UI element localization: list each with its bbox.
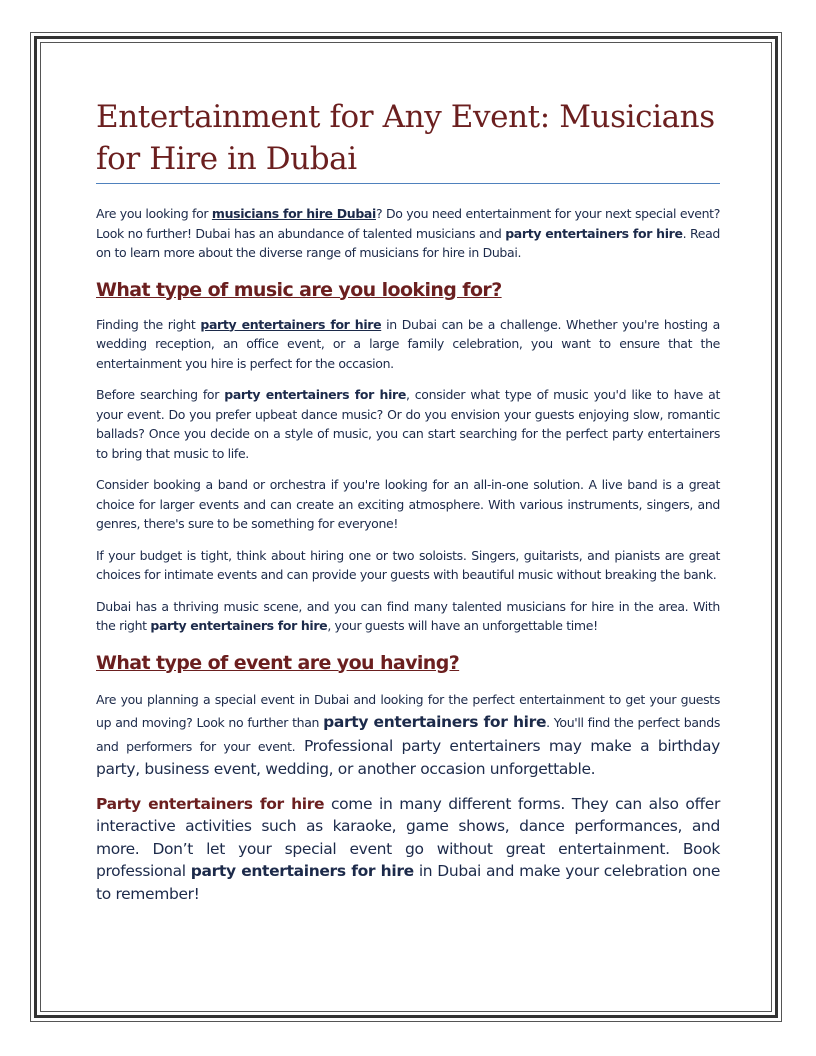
section1-paragraph-5 (96, 597, 720, 636)
section1-paragraph-2 (96, 385, 720, 463)
s2p1-text-2: . You'll find the perfect bands and performers for your event. (96, 715, 720, 754)
party-entertainers-link[interactable]: party entertainers for hire (200, 316, 382, 332)
section1-paragraph-4: If your budget is tight, think about hiring one or two soloists. Singers, guitarists, and pianists are great choices for intimate events and can provide your guests with beautiful music without breaking the bank. (96, 547, 720, 582)
s1p5-text-1: Dubai has a thriving music scene, and you can find many talented musicians for hire in the area. With the right (96, 598, 720, 633)
section-heading-music-type: What type of music are you looking for? (96, 278, 502, 301)
intro-text-1: Are you looking for (96, 206, 212, 221)
s1p5-text-2: , your guests will have an unforgettable time! (327, 618, 598, 633)
section1-paragraph-3: Consider booking a band or orchestra if you're looking for an all-in-one solution. A live band is a great choice for larger events and can create an exciting atmosphere. With various instruments, singers, and genres, there's sure to be something for everyone! (96, 477, 720, 531)
section1-paragraph-1 (96, 315, 720, 374)
s2p1-keyword: party entertainers for hire (323, 713, 547, 731)
intro-text-2: ? Do you need entertainment for your next special event? Look no further! Dubai has an abundance of talented musicians and (96, 206, 720, 241)
page-title: Entertainment for Any Event: Musicians for Hire in Dubai (96, 99, 715, 177)
s1p2-text-1: Before searching for (96, 387, 225, 402)
s1p2-keyword: party entertainers for hire (224, 387, 406, 402)
s2p1-text-3: Professional party entertainers may make a birthday party, business event, wedding, or another occasion unforgettable. (96, 736, 720, 778)
intro-keyword: party entertainers for hire (505, 225, 683, 241)
s2p2-text-1: come in many different forms. They can also offer interactive activities such as karaoke, game shows, dance performances, and more. Don’t let your special event go without great entertainment. Book professional (96, 794, 720, 880)
section-heading-event-type: What type of event are you having? (96, 651, 460, 674)
s2p2-keyword: party entertainers for hire (190, 862, 414, 880)
intro-paragraph (96, 204, 720, 263)
section2-paragraph-1 (96, 688, 720, 781)
musicians-for-hire-dubai-link[interactable]: musicians for hire Dubai (211, 206, 376, 221)
s1p1-text-2: in Dubai can be a challenge. Whether you're hosting a wedding reception, an office event, or a large family celebration, you want to ensure that the entertainment you hire is perfect for the occasion. (96, 316, 720, 371)
s2p2-lead-keyword: Party entertainers for hire (96, 794, 325, 813)
s1p5-keyword: party entertainers for hire (150, 618, 328, 633)
s2p2-text-2: in Dubai and make your celebration one to remember! (96, 862, 721, 903)
document-body (96, 96, 720, 917)
intro-text-3: . Read on to learn more about the diverse range of musicians for hire in Dubai. (96, 225, 720, 260)
s1p2-text-2: , consider what type of music you'd like to have at your event. Do you prefer upbeat dance music? Or do you envision your guests enjoying slow, romantic ballads? Once you decide on a style of music, you can start searching for the perfect party entertainers to bring that music to life. (96, 387, 721, 461)
title-underline-rule (96, 183, 720, 184)
s2p1-text-1: Are you planning a special event in Dubai and looking for the perfect entertainment to get your guests up and moving? Look no further than (96, 691, 720, 730)
section2-paragraph-2 (96, 793, 720, 906)
s1p1-text-1: Finding the right (96, 316, 201, 332)
